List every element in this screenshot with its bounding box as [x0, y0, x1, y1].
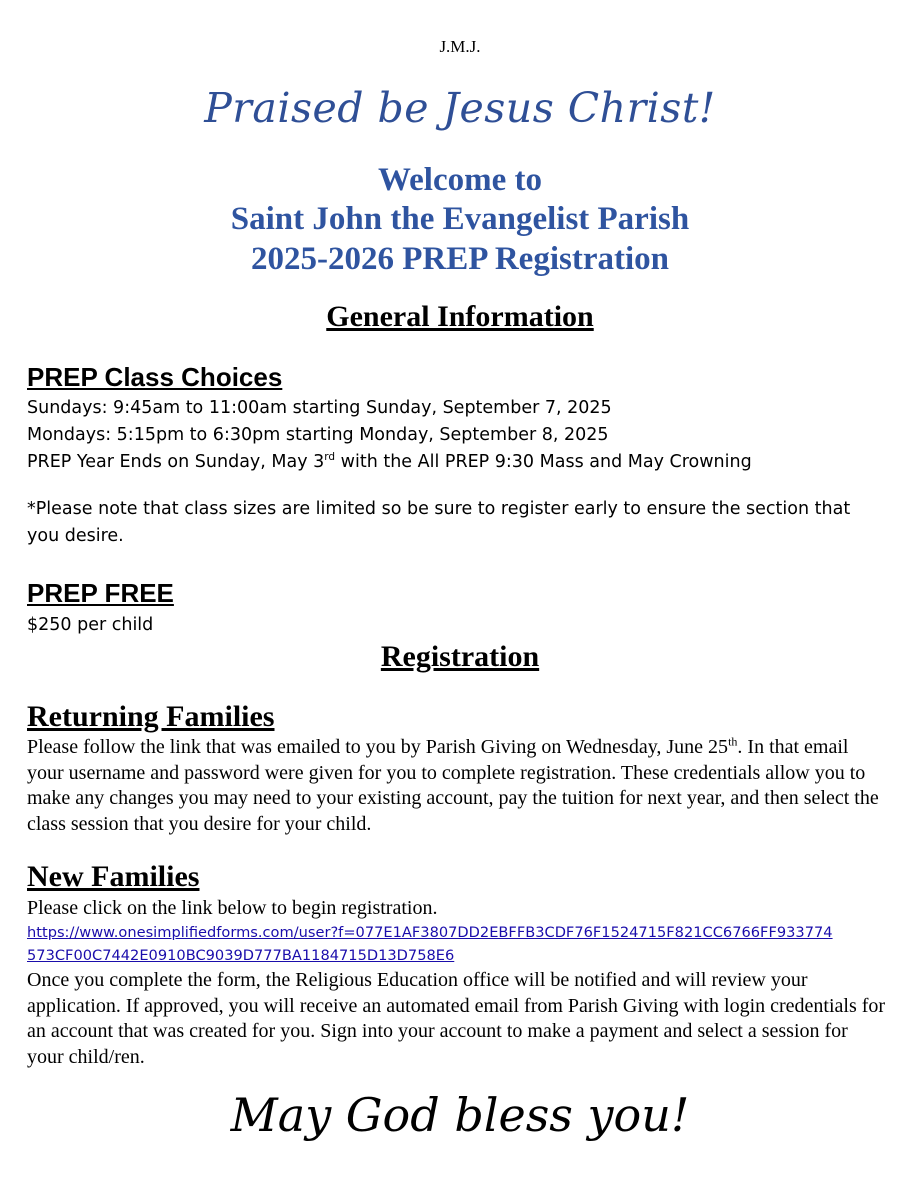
- prep-free-heading: PREP FREE: [27, 578, 174, 608]
- registration-year: 2025-2026 PREP Registration: [251, 241, 669, 277]
- registration-link-line1[interactable]: https://www.onesimplifiedforms.com/user?f=077E1AF3807DD2EBFFB3CDF76F1524715F821CC6766FF933774: [27, 924, 833, 941]
- year-end-sup: rd: [324, 451, 336, 464]
- sundays-schedule: Sundays: 9:45am to 11:00am starting Sunday, September 7, 2025: [27, 398, 612, 418]
- registration-link-line2[interactable]: 573CF00C7442E0910BC9039D777BA1184715D13D758E6: [27, 947, 455, 964]
- returning-families-paragraph: [27, 735, 887, 838]
- returning-para-after: . In that email your username and password were given for you to complete registration. These credentials allow you to make any changes you may need to your existing account, pay the tuition for next year, and then select the class session that you desire for your child.: [27, 736, 879, 836]
- parish-name: Saint John the Evangelist Parish: [230, 201, 690, 237]
- returning-para-before: Please follow the link that was emailed to you by Parish Giving on Wednesday, June 25: [27, 736, 729, 758]
- year-end-before: PREP Year Ends on Sunday, May 3: [27, 452, 325, 472]
- year-end-after: with the All PREP 9:30 Mass and May Crowning: [335, 452, 752, 472]
- class-size-note-line2: you desire.: [27, 526, 124, 546]
- new-families-paragraph: Once you complete the form, the Religious Education office will be notified and will review your application. If approved, you will receive an automated email from Parish Giving with login credentials for an account that was created for you. Sign into your account to make a payment and select a session for your child/ren.: [27, 969, 886, 1069]
- class-size-note-line1: *Please note that class sizes are limited so be sure to register early to ensure the section that: [27, 499, 851, 519]
- jmj-heading: J.M.J.: [439, 37, 481, 56]
- registration-title: Registration: [380, 640, 540, 673]
- blessing-closing: May God bless you!: [230, 1088, 690, 1142]
- new-families-heading: New Families: [27, 860, 200, 893]
- praised-heading: Praised be Jesus Christ!: [204, 84, 716, 132]
- returning-families-heading: Returning Families: [27, 700, 275, 733]
- returning-para-sup: th: [728, 734, 738, 749]
- welcome-line: Welcome to: [377, 162, 543, 198]
- mondays-schedule: Mondays: 5:15pm to 6:30pm starting Monday, September 8, 2025: [27, 425, 609, 445]
- class-choices-heading: PREP Class Choices: [27, 362, 283, 392]
- general-information-title: General Information: [326, 300, 594, 333]
- new-families-intro: Please click on the link below to begin registration.: [27, 897, 438, 919]
- year-end-text: [27, 452, 752, 472]
- prep-price: $250 per child: [27, 615, 154, 635]
